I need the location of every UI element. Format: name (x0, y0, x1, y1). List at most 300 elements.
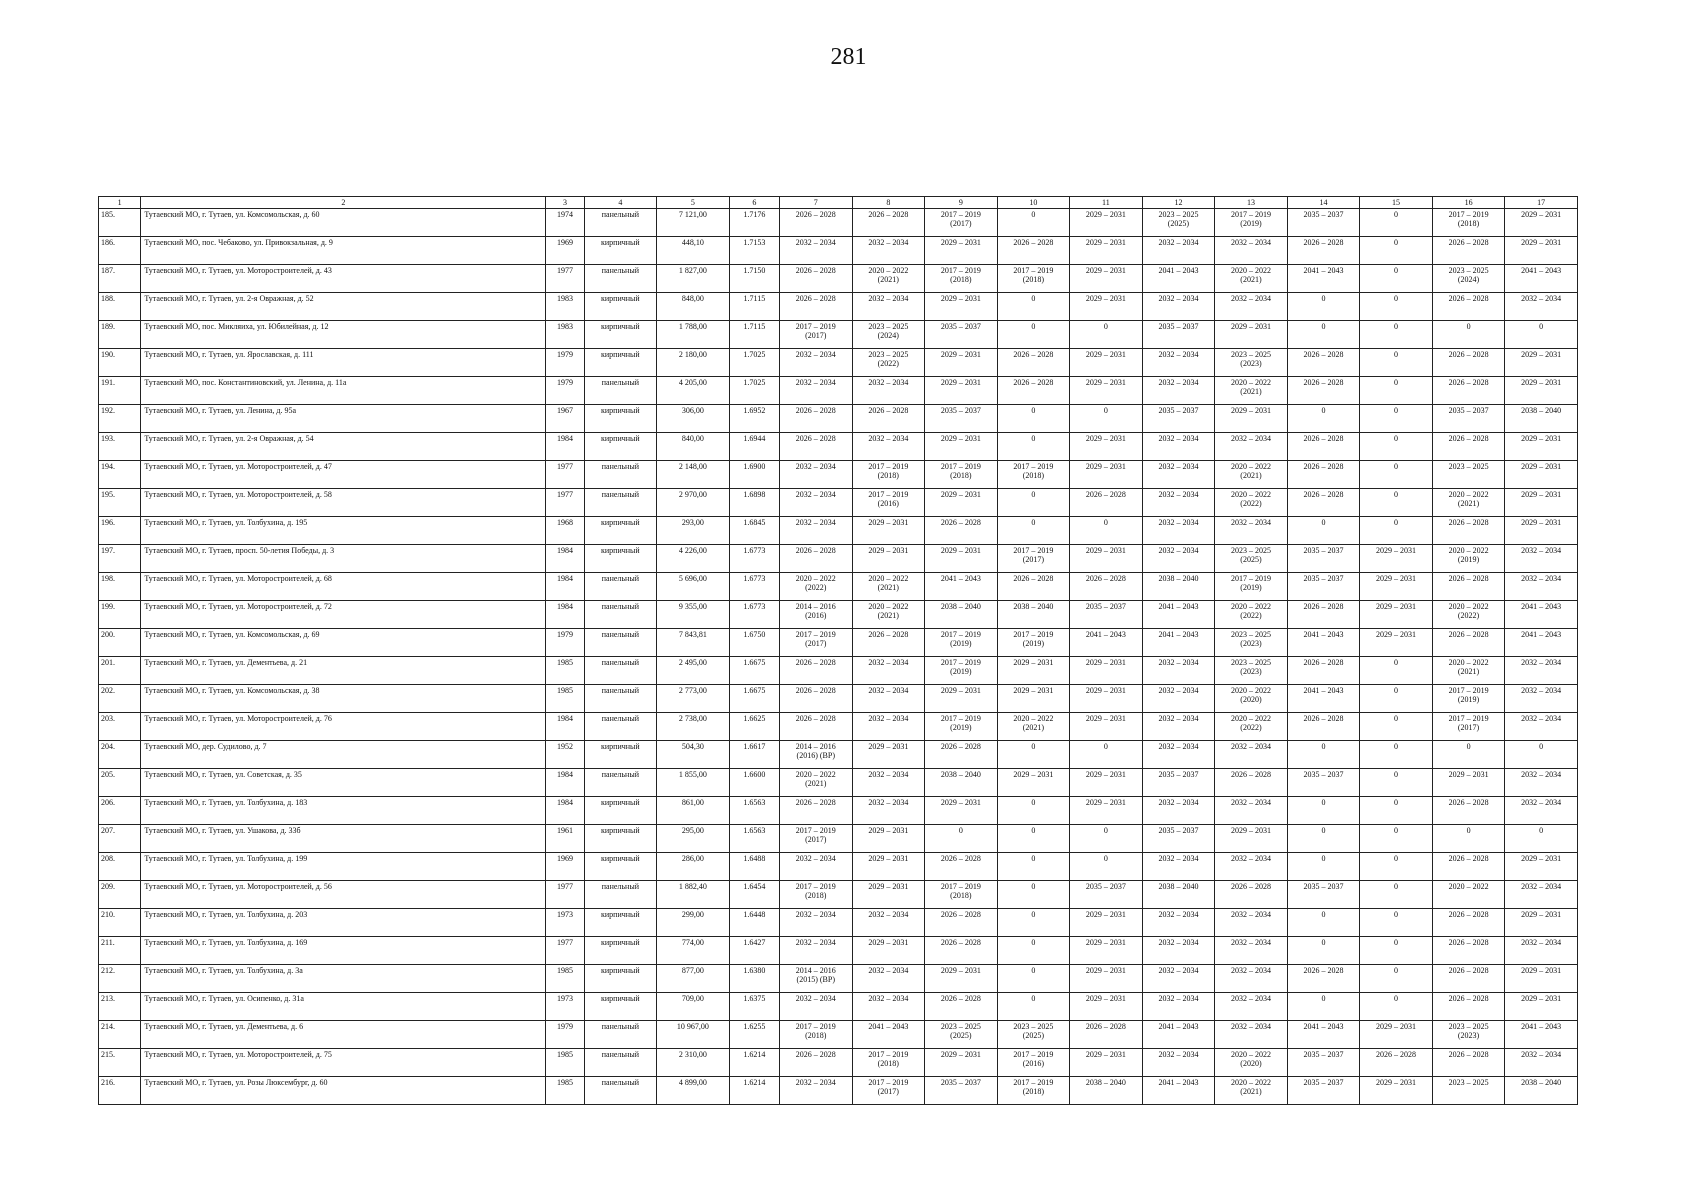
table-cell: 2020 – 2022 (2021) (1215, 377, 1288, 405)
table-cell: 2029 – 2031 (1505, 209, 1578, 237)
table-row (99, 349, 1578, 377)
table-cell: 2023 – 2025 (2025) (1142, 209, 1215, 237)
table-cell: 2026 – 2028 (780, 405, 853, 433)
table-cell: 2032 – 2034 (1215, 797, 1288, 825)
table-cell: 2026 – 2028 (925, 993, 998, 1021)
table-cell: 2017 – 2019 (2018) (925, 265, 998, 293)
table-cell: Тутаевский МО, г. Тутаев, ул. Осипенко, д. 31а (141, 993, 546, 1021)
table-cell: 187. (99, 265, 141, 293)
table-row (99, 993, 1578, 1021)
table-cell: 877,00 (657, 965, 730, 993)
table-cell: панельный (584, 573, 657, 601)
table-cell: 0 (1360, 993, 1433, 1021)
table-cell: 2029 – 2031 (1070, 377, 1143, 405)
table-cell: 2026 – 2028 (1432, 349, 1505, 377)
table-cell: 2041 – 2043 (1287, 265, 1360, 293)
table-body (99, 209, 1578, 1105)
column-header-3: 3 (546, 197, 584, 209)
table-cell: 2029 – 2031 (852, 545, 925, 573)
table-cell: 2023 – 2025 (2025) (925, 1021, 998, 1049)
table-cell: 2029 – 2031 (1215, 825, 1288, 853)
table-cell: 1983 (546, 293, 584, 321)
table-cell: 196. (99, 517, 141, 545)
table-cell: 2023 – 2025 (2023) (1215, 349, 1288, 377)
table-cell: 0 (1360, 797, 1433, 825)
table-cell: 2032 – 2034 (1142, 741, 1215, 769)
table-cell: 186. (99, 237, 141, 265)
table-cell: 2032 – 2034 (1505, 573, 1578, 601)
table-cell: 2026 – 2028 (780, 685, 853, 713)
table-cell: 2032 – 2034 (1142, 965, 1215, 993)
table-cell: 1977 (546, 265, 584, 293)
table-cell: 1 855,00 (657, 769, 730, 797)
table-cell: кирпичный (584, 349, 657, 377)
table-cell: 2017 – 2019 (2019) (925, 713, 998, 741)
table-cell: 2032 – 2034 (1505, 545, 1578, 573)
table-cell: 1 882,40 (657, 881, 730, 909)
table-cell: Тутаевский МО, пос. Чебаково, ул. Привокзальная, д. 9 (141, 237, 546, 265)
table-cell: 2029 – 2031 (925, 237, 998, 265)
table-cell: 2026 – 2028 (780, 797, 853, 825)
column-header-7: 7 (780, 197, 853, 209)
column-header-10: 10 (997, 197, 1070, 209)
table-cell: 2 310,00 (657, 1049, 730, 1077)
table-cell: 2020 – 2022 (2021) (1432, 489, 1505, 517)
table-cell: 2029 – 2031 (1505, 349, 1578, 377)
column-header-14: 14 (1287, 197, 1360, 209)
table-cell: 203. (99, 713, 141, 741)
table-cell: кирпичный (584, 293, 657, 321)
table-cell: 2038 – 2040 (1142, 881, 1215, 909)
column-header-11: 11 (1070, 197, 1143, 209)
table-cell: панельный (584, 601, 657, 629)
table-cell: 2026 – 2028 (1215, 769, 1288, 797)
table-cell: 2032 – 2034 (1142, 349, 1215, 377)
table-cell: 2017 – 2019 (2018) (997, 1077, 1070, 1105)
table-cell: 2032 – 2034 (1142, 293, 1215, 321)
table-cell: Тутаевский МО, г. Тутаев, ул. Толбухина, д. 195 (141, 517, 546, 545)
table-cell: 504,30 (657, 741, 730, 769)
table-cell: 840,00 (657, 433, 730, 461)
table-cell: 2032 – 2034 (1142, 657, 1215, 685)
table-cell: 1973 (546, 993, 584, 1021)
table-cell: панельный (584, 1049, 657, 1077)
table-cell: 0 (1505, 825, 1578, 853)
table-cell: 0 (1287, 797, 1360, 825)
table-cell: 2029 – 2031 (1070, 769, 1143, 797)
table-cell: 1977 (546, 461, 584, 489)
table-cell: 2029 – 2031 (1360, 1021, 1433, 1049)
table-cell: 0 (1360, 321, 1433, 349)
table-cell: 2026 – 2028 (997, 377, 1070, 405)
column-header-17: 17 (1505, 197, 1578, 209)
table-cell: Тутаевский МО, г. Тутаев, ул. Ярославская, д. 111 (141, 349, 546, 377)
table-row (99, 853, 1578, 881)
table-row (99, 433, 1578, 461)
table-cell: Тутаевский МО, г. Тутаев, ул. Комсомольская, д. 69 (141, 629, 546, 657)
table-cell: 2029 – 2031 (1070, 265, 1143, 293)
table-cell: 2032 – 2034 (780, 461, 853, 489)
table-cell: кирпичный (584, 517, 657, 545)
table-cell: 2026 – 2028 (1287, 433, 1360, 461)
table-cell: 4 226,00 (657, 545, 730, 573)
table-cell: 295,00 (657, 825, 730, 853)
table-cell: 0 (1360, 685, 1433, 713)
table-cell: 2038 – 2040 (1070, 1077, 1143, 1105)
table-cell: 2032 – 2034 (852, 237, 925, 265)
table-cell: 2029 – 2031 (925, 1049, 998, 1077)
table-row (99, 265, 1578, 293)
table-cell: Тутаевский МО, г. Тутаев, ул. Толбухина, д. 3а (141, 965, 546, 993)
table-cell: 1984 (546, 573, 584, 601)
table-cell: 2029 – 2031 (1360, 573, 1433, 601)
table-cell: 2026 – 2028 (1432, 237, 1505, 265)
table-cell: 2029 – 2031 (1070, 965, 1143, 993)
table-cell: 2029 – 2031 (997, 769, 1070, 797)
table-cell: 201. (99, 657, 141, 685)
column-header-4: 4 (584, 197, 657, 209)
table-cell: 2041 – 2043 (1505, 601, 1578, 629)
table-cell: 2029 – 2031 (1360, 629, 1433, 657)
table-cell: 211. (99, 937, 141, 965)
table-cell: 2017 – 2019 (2019) (925, 629, 998, 657)
table-cell: 2032 – 2034 (1215, 937, 1288, 965)
table-cell: 197. (99, 545, 141, 573)
table-cell: 2032 – 2034 (852, 377, 925, 405)
table-cell: 1985 (546, 657, 584, 685)
table-row (99, 629, 1578, 657)
table-row (99, 685, 1578, 713)
table-cell: 2029 – 2031 (1215, 321, 1288, 349)
table-cell: 1.6214 (729, 1077, 779, 1105)
table-cell: 2029 – 2031 (1070, 797, 1143, 825)
table-cell: 2026 – 2028 (1287, 489, 1360, 517)
column-header-5: 5 (657, 197, 730, 209)
table-cell: 1.7115 (729, 293, 779, 321)
table-cell: 2038 – 2040 (1505, 405, 1578, 433)
table-cell: 2032 – 2034 (1142, 433, 1215, 461)
table-cell: 2032 – 2034 (1142, 797, 1215, 825)
table-cell: 1961 (546, 825, 584, 853)
table-cell: 2017 – 2019 (2018) (925, 461, 998, 489)
table-cell: 2032 – 2034 (1142, 909, 1215, 937)
table-cell: Тутаевский МО, дер. Судилово, д. 7 (141, 741, 546, 769)
table-cell: 1 827,00 (657, 265, 730, 293)
table-cell: 1974 (546, 209, 584, 237)
table-cell: 2023 – 2025 (1432, 461, 1505, 489)
table-cell: 2029 – 2031 (852, 853, 925, 881)
table-cell: кирпичный (584, 853, 657, 881)
table-cell: 0 (1287, 853, 1360, 881)
table-cell: 0 (1070, 517, 1143, 545)
table-cell: 0 (1360, 965, 1433, 993)
table-cell: 0 (1505, 321, 1578, 349)
table-cell: 1.7176 (729, 209, 779, 237)
table-cell: кирпичный (584, 825, 657, 853)
table-cell: 2020 – 2022 (2021) (852, 265, 925, 293)
table-cell: 2026 – 2028 (1287, 461, 1360, 489)
table-cell: 2 773,00 (657, 685, 730, 713)
table-cell: панельный (584, 881, 657, 909)
table-cell: Тутаевский МО, г. Тутаев, ул. Моторостроителей, д. 58 (141, 489, 546, 517)
table-cell: 2032 – 2034 (1142, 237, 1215, 265)
table-cell: 1.6600 (729, 769, 779, 797)
table-cell: 1.6675 (729, 657, 779, 685)
table-cell: 202. (99, 685, 141, 713)
table-cell: 1985 (546, 1077, 584, 1105)
table-cell: 1.6448 (729, 909, 779, 937)
table-cell: 2020 – 2022 (2022) (1215, 713, 1288, 741)
table-cell: 204. (99, 741, 141, 769)
header-row (99, 197, 1578, 209)
table-cell: 2032 – 2034 (1505, 713, 1578, 741)
table-cell: Тутаевский МО, г. Тутаев, ул. Моторостроителей, д. 75 (141, 1049, 546, 1077)
table-cell: 2041 – 2043 (1142, 1021, 1215, 1049)
table-cell: кирпичный (584, 937, 657, 965)
table-cell: 190. (99, 349, 141, 377)
table-cell: 1.6675 (729, 685, 779, 713)
table-cell: 2032 – 2034 (1505, 657, 1578, 685)
table-cell: 1977 (546, 489, 584, 517)
table-row (99, 713, 1578, 741)
table-cell: 1979 (546, 1021, 584, 1049)
table-cell: 2032 – 2034 (1215, 293, 1288, 321)
table-cell: 0 (997, 825, 1070, 853)
table-cell: панельный (584, 489, 657, 517)
table-cell: 2032 – 2034 (852, 713, 925, 741)
table-header (99, 197, 1578, 209)
table-cell: Тутаевский МО, г. Тутаев, ул. Дементьева, д. 21 (141, 657, 546, 685)
table-cell: 0 (997, 433, 1070, 461)
table-cell: 4 205,00 (657, 377, 730, 405)
table-cell: 0 (1360, 769, 1433, 797)
table-cell: 2014 – 2016 (2015) (ВР) (780, 965, 853, 993)
table-cell: 1.6427 (729, 937, 779, 965)
table-cell: 2026 – 2028 (1287, 965, 1360, 993)
table-cell: 2029 – 2031 (1070, 1049, 1143, 1077)
table-cell: 212. (99, 965, 141, 993)
table-cell: 2029 – 2031 (925, 489, 998, 517)
table-cell: 2026 – 2028 (780, 293, 853, 321)
table-cell: 2029 – 2031 (1505, 909, 1578, 937)
table-cell: панельный (584, 1077, 657, 1105)
table-cell: 1984 (546, 601, 584, 629)
table-cell: 2029 – 2031 (925, 433, 998, 461)
table-cell: 2041 – 2043 (852, 1021, 925, 1049)
table-cell: 2029 – 2031 (1432, 769, 1505, 797)
table-cell: 0 (1070, 741, 1143, 769)
table-cell: 2026 – 2028 (1287, 237, 1360, 265)
table-cell: 2032 – 2034 (780, 377, 853, 405)
table-cell: 2032 – 2034 (780, 937, 853, 965)
table-cell: 0 (1360, 937, 1433, 965)
table-cell: 2032 – 2034 (852, 657, 925, 685)
table-cell: 2 495,00 (657, 657, 730, 685)
table-row (99, 461, 1578, 489)
table-cell: 2026 – 2028 (1360, 1049, 1433, 1077)
table-cell: 2035 – 2037 (1142, 769, 1215, 797)
table-cell: 188. (99, 293, 141, 321)
table-cell: 1985 (546, 1049, 584, 1077)
table-cell: 0 (1287, 993, 1360, 1021)
table-cell: 0 (1287, 405, 1360, 433)
table-cell: 2026 – 2028 (1432, 377, 1505, 405)
table-cell: 709,00 (657, 993, 730, 1021)
table-cell: 2029 – 2031 (852, 937, 925, 965)
table-cell: 2032 – 2034 (1142, 937, 1215, 965)
table-cell: 2026 – 2028 (1070, 1021, 1143, 1049)
table-cell: 2041 – 2043 (925, 573, 998, 601)
table-row (99, 769, 1578, 797)
table-row (99, 209, 1578, 237)
table-cell: панельный (584, 265, 657, 293)
table-cell: 207. (99, 825, 141, 853)
table-cell: панельный (584, 377, 657, 405)
table-cell: 214. (99, 1021, 141, 1049)
table-cell: 2026 – 2028 (780, 713, 853, 741)
table-cell: Тутаевский МО, г. Тутаев, просп. 50-летия Победы, д. 3 (141, 545, 546, 573)
table-cell: 448,10 (657, 237, 730, 265)
table-cell: 2029 – 2031 (1360, 601, 1433, 629)
table-cell: 2026 – 2028 (780, 209, 853, 237)
table-cell: 0 (1360, 265, 1433, 293)
table-cell: 0 (997, 797, 1070, 825)
table-cell: 216. (99, 1077, 141, 1105)
table-cell: 2032 – 2034 (1142, 713, 1215, 741)
table-cell: 2026 – 2028 (1287, 377, 1360, 405)
table-cell: 0 (1360, 405, 1433, 433)
table-cell: 2 738,00 (657, 713, 730, 741)
table-row (99, 657, 1578, 685)
table-cell: 1984 (546, 713, 584, 741)
table-cell: 1.6750 (729, 629, 779, 657)
table-cell: 1.7025 (729, 377, 779, 405)
table-cell: 2020 – 2022 (2021) (1432, 657, 1505, 685)
table-cell: 2029 – 2031 (925, 377, 998, 405)
table-cell: 2020 – 2022 (2022) (1215, 601, 1288, 629)
table-cell: 1.6380 (729, 965, 779, 993)
table-cell: 2020 – 2022 (2022) (1215, 489, 1288, 517)
table-cell: 1.7025 (729, 349, 779, 377)
table-cell: 2032 – 2034 (780, 489, 853, 517)
table-cell: 2035 – 2037 (1142, 321, 1215, 349)
table-cell: 2026 – 2028 (1287, 349, 1360, 377)
table-cell: Тутаевский МО, г. Тутаев, ул. Толбухина, д. 203 (141, 909, 546, 937)
table-cell: 2020 – 2022 (2022) (780, 573, 853, 601)
table-cell: 2029 – 2031 (925, 965, 998, 993)
table-row (99, 937, 1578, 965)
table-cell: 1.6488 (729, 853, 779, 881)
table-cell: 2 180,00 (657, 349, 730, 377)
table-cell: кирпичный (584, 545, 657, 573)
table-cell: 861,00 (657, 797, 730, 825)
table-cell: кирпичный (584, 909, 657, 937)
table-cell: кирпичный (584, 797, 657, 825)
table-cell: 2020 – 2022 (2021) (1215, 461, 1288, 489)
table-cell: 2032 – 2034 (1142, 853, 1215, 881)
table-cell: 2032 – 2034 (852, 293, 925, 321)
table-cell: 2017 – 2019 (2018) (1432, 209, 1505, 237)
table-cell: 0 (997, 937, 1070, 965)
table-cell: 2035 – 2037 (1142, 825, 1215, 853)
table-cell: кирпичный (584, 237, 657, 265)
table-cell: 0 (1070, 853, 1143, 881)
table-cell: 2026 – 2028 (1070, 573, 1143, 601)
table-cell: 2029 – 2031 (1505, 377, 1578, 405)
table-cell: 210. (99, 909, 141, 937)
table-cell: 0 (1360, 433, 1433, 461)
table-cell: 2032 – 2034 (1142, 993, 1215, 1021)
table-cell: 2029 – 2031 (1070, 993, 1143, 1021)
table-cell: 2035 – 2037 (1287, 209, 1360, 237)
table-row (99, 1021, 1578, 1049)
table-cell: 2020 – 2022 (2022) (1432, 601, 1505, 629)
table-cell: 2035 – 2037 (1287, 573, 1360, 601)
table-cell: 0 (1360, 909, 1433, 937)
table-cell: 2026 – 2028 (1432, 797, 1505, 825)
table-cell: 2017 – 2019 (2018) (780, 881, 853, 909)
table-cell: 2026 – 2028 (1432, 853, 1505, 881)
table-cell: 2029 – 2031 (1505, 489, 1578, 517)
table-cell: панельный (584, 629, 657, 657)
table-cell: 2029 – 2031 (1070, 657, 1143, 685)
table-cell: 2023 – 2025 (2025) (1215, 545, 1288, 573)
table-row (99, 405, 1578, 433)
column-header-8: 8 (852, 197, 925, 209)
table-cell: 2026 – 2028 (1432, 433, 1505, 461)
column-header-6: 6 (729, 197, 779, 209)
table-cell: 2035 – 2037 (925, 1077, 998, 1105)
table-cell: 2029 – 2031 (1505, 433, 1578, 461)
table-cell: 2032 – 2034 (1142, 545, 1215, 573)
table-cell: 2032 – 2034 (1215, 993, 1288, 1021)
table-cell: 198. (99, 573, 141, 601)
table-cell: 1.6952 (729, 405, 779, 433)
table-cell: 1952 (546, 741, 584, 769)
table-cell: 2032 – 2034 (780, 993, 853, 1021)
table-cell: 1984 (546, 433, 584, 461)
table-cell: 0 (1360, 881, 1433, 909)
table-cell: 2032 – 2034 (780, 349, 853, 377)
table-cell: 2014 – 2016 (2016) (780, 601, 853, 629)
column-header-12: 12 (1142, 197, 1215, 209)
table-cell: 2026 – 2028 (1432, 517, 1505, 545)
table-cell: 191. (99, 377, 141, 405)
table-cell: 2029 – 2031 (1505, 993, 1578, 1021)
table-cell: 2026 – 2028 (852, 405, 925, 433)
table-cell: 206. (99, 797, 141, 825)
table-cell: 208. (99, 853, 141, 881)
table-cell: 2026 – 2028 (925, 909, 998, 937)
table-cell: 2035 – 2037 (1287, 769, 1360, 797)
table-cell: 193. (99, 433, 141, 461)
table-cell: 2017 – 2019 (2019) (1215, 573, 1288, 601)
table-cell: 2032 – 2034 (1142, 377, 1215, 405)
table-cell: 1.6563 (729, 825, 779, 853)
table-cell: Тутаевский МО, г. Тутаев, ул. Дементьева, д. 6 (141, 1021, 546, 1049)
table-cell: 2038 – 2040 (925, 601, 998, 629)
table-cell: 0 (997, 909, 1070, 937)
table-cell: 2032 – 2034 (852, 433, 925, 461)
table-cell: 2032 – 2034 (1142, 685, 1215, 713)
table-cell: 1985 (546, 685, 584, 713)
table-cell: 7 843,81 (657, 629, 730, 657)
table-cell: 2026 – 2028 (780, 657, 853, 685)
table-cell: 1.6900 (729, 461, 779, 489)
table-cell: 0 (1360, 293, 1433, 321)
table-cell: 0 (1360, 657, 1433, 685)
table-cell: 2020 – 2022 (2021) (1215, 1077, 1288, 1105)
